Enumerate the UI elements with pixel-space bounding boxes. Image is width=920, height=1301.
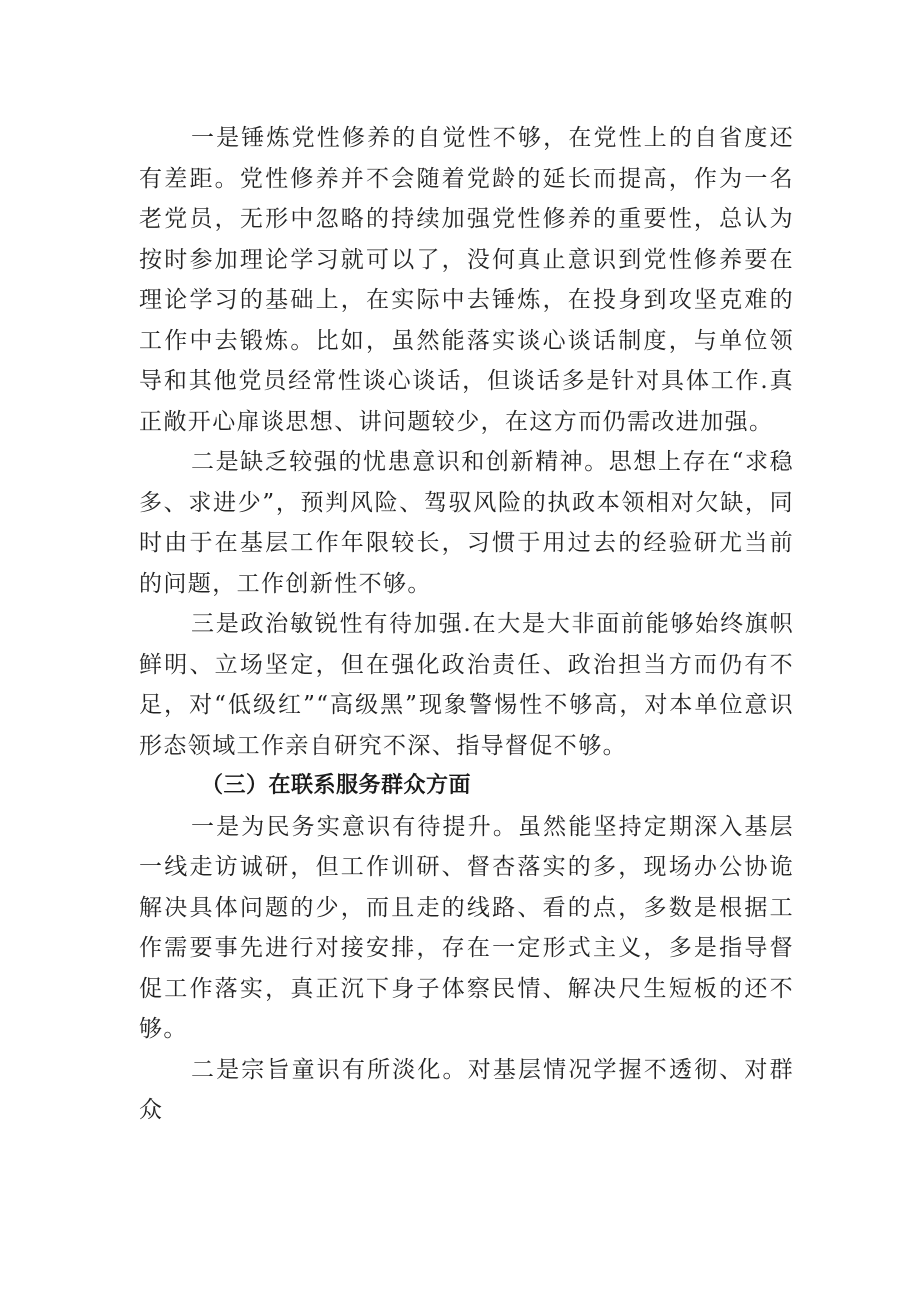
paragraph-political-sensitivity: 三是政治敏锐性有待加强.在大是大非面前能够始终旗帜鲜明、立场坚定，但在强化政治责任、政治担当方而仍有不足，对“低级红”“高级黑”现象警惕性不够高，对本单位意识形态领域工作亲自研究不深、指导督促不够。 <box>139 611 794 759</box>
section-heading: （三）在联系服务群众方面 <box>201 773 472 798</box>
paragraph-purpose-awareness: 二是宗旨童识有所淡化。对基层情况学握不透彻、对群众 <box>139 1056 794 1123</box>
document-body <box>139 118 794 1131</box>
paragraph-innovation: 二是缺乏较强的忧患意识和创新精神。思想上存在“求稳多、求进少”，预判风险、驾驭风险的执政本领相对欠缺，同时由于在基层工作年限较长，习惯于用过去的经验研尤当前的问题，工作创新性不够。 <box>139 449 794 597</box>
paragraph-party-spirit: 一是锤炼党性修养的自觉性不够，在党性上的自省度还有差距。党性修养并不会随着党龄的延长而提高，作为一名老党员，无形中忽略的持续加强党性修养的重要性，总认为按时参加理论学习就可以了，没何真止意识到党性修养要在理论学习的基础上，在实际中去锤炼，在投身到攻坚克难的工作中去锻炼。比如，虽然能落实谈心谈话制度，与单位领导和其他党员经常性谈心谈话，但谈话多是针对具体工作.真正敞开心扉谈思想、讲问题较少，在这方而仍需改进加强。 <box>139 125 794 435</box>
paragraph-service-awareness: 一是为民务实意识有待提升。虽然能坚持定期深入基层一线走访诚研，但工作训研、督杏落实的多，现场办公协诡解决具体问题的少，而且走的线路、看的点，多数是根据工作需要事先进行对接安排，存在一定形式主义，多是指导督促工作落实，真正沉下身子体察民情、解决尺生短板的还不够。 <box>139 813 794 1042</box>
